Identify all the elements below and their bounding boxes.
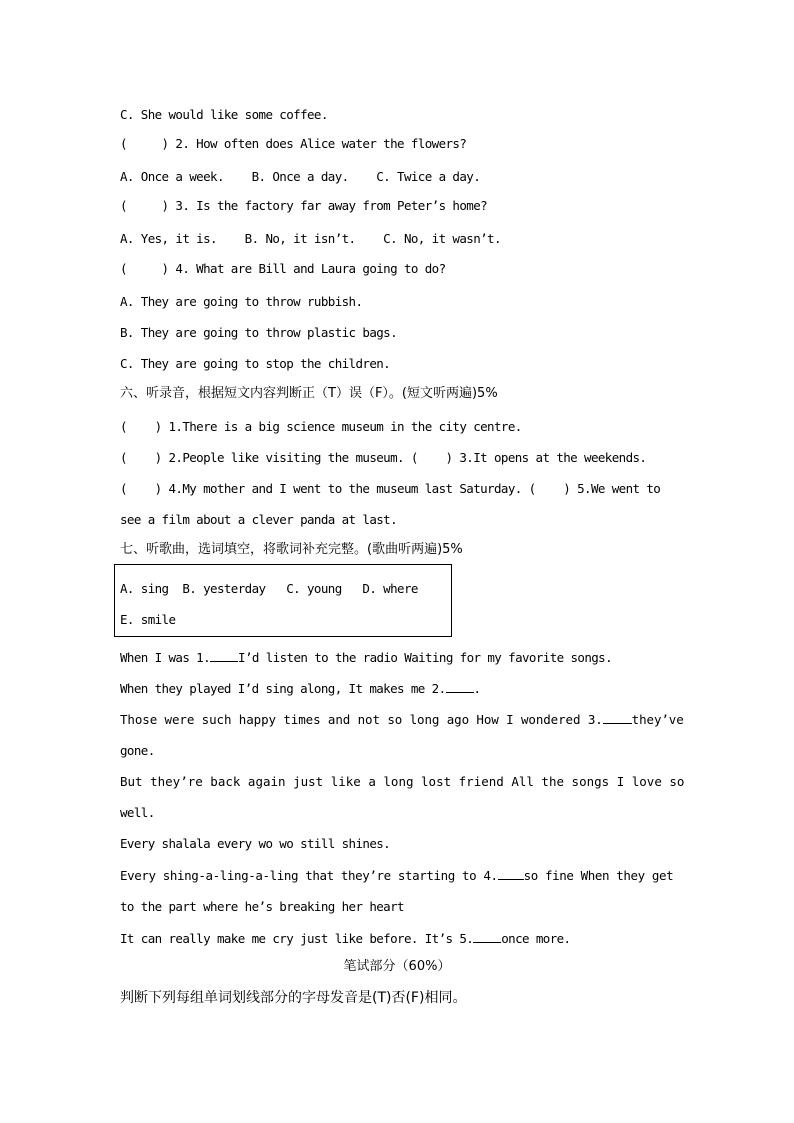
question-4-option-a: A. They are going to throw rubbish. — [120, 294, 363, 309]
word-options-box — [114, 564, 452, 637]
section-6-heading: 六、听录音，根据短文内容判断正（T）误（F）。(短文听两遍)5% — [120, 386, 498, 401]
answer-blank-5[interactable] — [473, 930, 501, 943]
lyrics-text: When I was 1. — [120, 650, 211, 665]
section-6-line-2: ( ) 2.People like visiting the museum. ( ) 3.It opens at the weekends. — [120, 450, 647, 465]
question-2: ( ) 2. How often does Alice water the flowers? — [120, 136, 467, 151]
lyrics-line-1 — [120, 649, 612, 666]
lyrics-line-3 — [120, 711, 684, 728]
lyrics-line-9: to the part where he’s breaking her heart — [120, 899, 404, 914]
question-4-option-b: B. They are going to throw plastic bags. — [120, 325, 398, 340]
question-2-options: A. Once a week. B. Once a day. C. Twice a day. — [120, 169, 481, 184]
written-part-instruction: 判断下列每组单词划线部分的字母发音是(T)否(F)相同。 — [120, 990, 467, 1006]
section-6-line-4: see a film about a clever panda at last. — [120, 512, 398, 527]
answer-blank-2[interactable] — [446, 680, 474, 693]
section-7-heading: 七、听歌曲，选词填空，将歌词补充完整。(歌曲听两遍)5% — [120, 542, 463, 557]
lyrics-line-4: gone. — [120, 743, 155, 758]
section-6-line-3: ( ) 4.My mother and I went to the museum last Saturday. ( ) 5.We went to — [120, 481, 661, 496]
lyrics-text: Every shing-a-ling-a-ling that they’re starting to 4. — [120, 868, 498, 883]
lyrics-line-6: well. — [120, 805, 155, 820]
lyrics-text: Those were such happy times and not so long ago How I wondered 3. — [120, 712, 603, 727]
question-3: ( ) 3. Is the factory far away from Peter’s home? — [120, 198, 488, 213]
answer-blank-4[interactable] — [498, 867, 524, 880]
question-4: ( ) 4. What are Bill and Laura going to do? — [120, 261, 446, 276]
answer-blank-3[interactable] — [603, 711, 632, 724]
lyrics-line-2 — [120, 680, 480, 697]
word-options-line-2: E. smile — [120, 612, 176, 627]
answer-blank-1[interactable] — [210, 649, 238, 662]
lyrics-text: once more. — [501, 931, 571, 946]
lyrics-line-10 — [120, 930, 570, 947]
section-6-line-1: ( ) 1.There is a big science museum in the city centre. — [120, 419, 522, 434]
lyrics-text: . — [473, 681, 481, 696]
lyrics-text: It can really make me cry just like before. It’s 5. — [120, 931, 474, 946]
lyrics-line-7: Every shalala every wo wo still shines. — [120, 836, 391, 851]
question-4-option-c: C. They are going to stop the children. — [120, 356, 391, 371]
question-3-options: A. Yes, it is. B. No, it isn’t. C. No, it wasn’t. — [120, 231, 501, 246]
lyrics-text: they’ve — [631, 712, 684, 727]
q1-option-c: C. She would like some coffee. — [120, 107, 328, 122]
lyrics-text: I’d listen to the radio Waiting for my favorite songs. — [238, 650, 613, 665]
lyrics-text: When they played I’d sing along, It makes me 2. — [120, 681, 446, 696]
lyrics-text: so fine When they get — [523, 868, 674, 883]
written-part-title: 笔试部分（60%） — [343, 959, 451, 974]
lyrics-line-8 — [120, 867, 673, 884]
word-options-line-1: A. sing B. yesterday C. young D. where — [120, 581, 418, 596]
lyrics-line-5: But they’re back again just like a long lost friend All the songs I love so — [120, 774, 685, 789]
